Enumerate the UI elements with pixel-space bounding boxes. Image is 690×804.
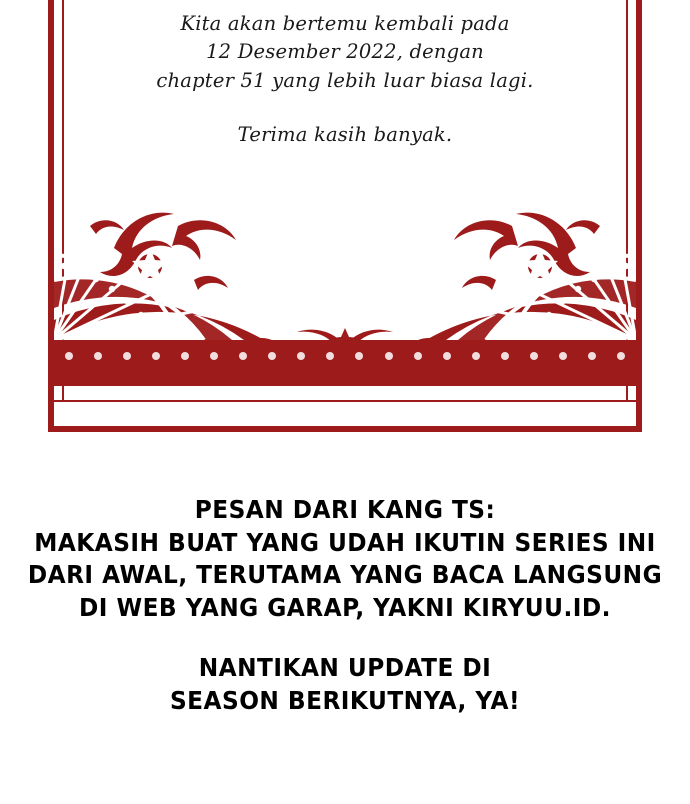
card-paragraph-1-line-1: Kita akan bertemu kembali pada — [180, 12, 510, 35]
translator-message-body-line-2: DARI AWAL, TERUTAMA YANG BACA LANGSUNG — [27, 560, 663, 589]
card-text-spacer — [48, 95, 642, 121]
card-text-block — [48, 10, 642, 150]
border-band — [54, 340, 636, 386]
ornate-announcement-card — [48, 0, 642, 432]
border-band-lower — [54, 400, 636, 426]
translator-message-closing-line-2: SEASON BERIKUTNYA, YA! — [169, 685, 521, 715]
card-paragraph-1-line-2: 12 Desember 2022, dengan — [206, 40, 484, 64]
translator-message-closing-line-1: NANTIKAN UPDATE DI — [198, 653, 492, 682]
card-paragraph-2-line-1: Terima kasih banyak. — [237, 123, 453, 147]
band-dot-row — [54, 350, 636, 362]
translator-message-block — [24, 494, 666, 717]
translator-message-body-line-1: MAKASIH BUAT YANG UDAH IKUTIN SERIES INI — [34, 527, 656, 557]
translator-message-body-line-3: DI WEB YANG GARAP, YAKNI KIRYUU.ID. — [79, 592, 611, 622]
card-paragraph-1-line-3: chapter 51 yang lebih luar biasa lagi. — [156, 68, 534, 92]
translator-message-spacer — [24, 624, 666, 652]
translator-message-heading: PESAN DARI KANG TS: — [194, 495, 496, 524]
